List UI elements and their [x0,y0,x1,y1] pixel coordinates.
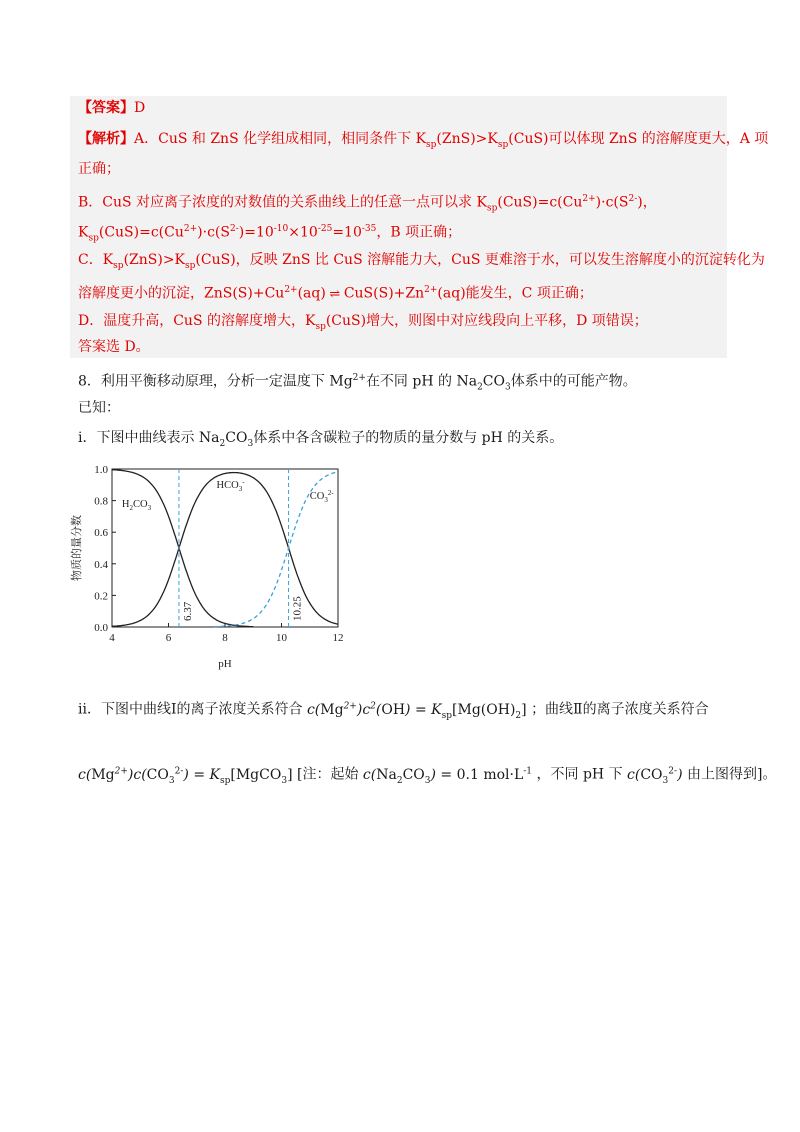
x-tick-label: 12 [332,632,344,644]
chart-curves [112,469,338,627]
analysis-line-c1: C．$K_{sp}(ZnS)>K_{sp}(CuS)$，反映 ZnS 比 CuS 溶解能力大，CuS 更难溶于水，可以发生溶解度小的沉淀转化为 [78,252,765,271]
analysis-line-b2: $K_{sp}(CuS)=c(Cu^{2+})\cdot c(S^{2-})=10^{-10}\times 10^{-25}=10^{-35}$，B 项正确； [78,224,462,244]
known-item-ii-cont: $c(Mg^{2+})c(CO_3^{2-})$ = $K_{sp}[MgCO_3]$ [注：起始 $c(Na_2CO_3) = 0.1$ $mol\cdot L^{-1}$ ，不同 pH 下 $c(CO_3^{2-})$ 由上图得到]。 [78,766,777,786]
label-co3: $CO_3^{2-}$ [309,489,334,505]
known-label: 已知： [78,400,120,416]
analysis-conclusion: 答案选 D。 [78,339,150,355]
analysis-line-b1: B．CuS 对应离子浓度的对数值的关系曲线上的任意一点可以求 $K_{sp}(CuS)=c(Cu^{2+})\cdot c(S^{2-})$， [78,194,657,214]
plot-frame [112,469,338,627]
y-tick-label: 0.2 [94,590,108,603]
known-item-i: ⅰ．下图中曲线表示 $Na_2CO_3$体系中各含碳粒子的物质的量分数与 pH 的关系。 [78,430,564,449]
label-h2co3: $H_2CO_3$ [121,498,152,512]
equilibrium-arrow-icon: ⇌ [329,286,341,302]
question-8-stem: 8．利用平衡移动原理，分析一定温度下 $Mg^{2+}$在不同 pH 的 $Na_2CO_3$体系中的可能产物。 [78,373,637,393]
y-tick-label: 0.0 [94,622,108,634]
carbonate-speciation-chart [70,455,360,675]
y-axis-label: 物质的量分数 [71,515,83,581]
formula-mg-oh: $c(Mg^{2+})c^2(OH) = K_{sp}[Mg(OH)_2]$ [306,701,527,721]
x-tick-label: 6 [165,632,172,644]
chart-axes [70,464,344,670]
x-axis-label: pH [218,658,232,670]
y-tick-label: 0.6 [94,527,108,540]
x-tick-label: 10 [276,632,287,644]
y-tick-label: 0.8 [94,495,108,508]
analysis-line-a1: 【解析】A．CuS 和 ZnS 化学组成相同，相同条件下 $K_{sp}(ZnS)>K_{sp}(CuS)$可以体现 ZnS 的溶解度更大，A 项 [78,131,769,150]
label-hco3: $HCO_3^-$ [216,477,245,493]
series-line-1 [112,473,338,627]
pka-label-0: 6.37 [181,601,194,621]
x-tick-label: 8 [222,632,228,644]
analysis-line-c2: 溶解度更小的沉淀，$ZnS(S)+Cu^{2+}(aq)$ ⇌ $CuS(S)+Zn^{2+}(aq)$能发生，C 项正确； [78,280,593,305]
chart-labels [122,478,334,621]
pka-label-1: 10.25 [291,596,304,621]
y-tick-label: 0.4 [94,558,108,571]
formula-na2co3: $c(Na_2CO_3) = 0.1$ $mol\cdot L^{-1}$ [362,766,533,786]
x-tick-label: 4 [109,632,115,644]
formula-co3: $c(CO_3^{2-})$ [627,766,687,786]
y-tick-label: 1.0 [94,464,108,476]
known-item-ii: ⅱ．下图中曲线Ⅰ的离子浓度关系符合 $c(Mg^{2+})c^2(OH) = K_{sp}[Mg(OH)_2]$ ；曲线Ⅱ的离子浓度关系符合 [78,701,709,721]
formula-mg-co3: $c(Mg^{2+})c(CO_3^{2-})$ = $K_{sp}[MgCO_3]$ [78,766,293,786]
answer-line: 【答案】D [78,100,146,116]
analysis-line-d: D．温度升高，CuS 的溶解度增大，$K_{sp}(CuS)$增大，则图中对应线段向上平移，D 项错误； [78,313,648,332]
analysis-line-a2: 正确； [78,161,120,177]
